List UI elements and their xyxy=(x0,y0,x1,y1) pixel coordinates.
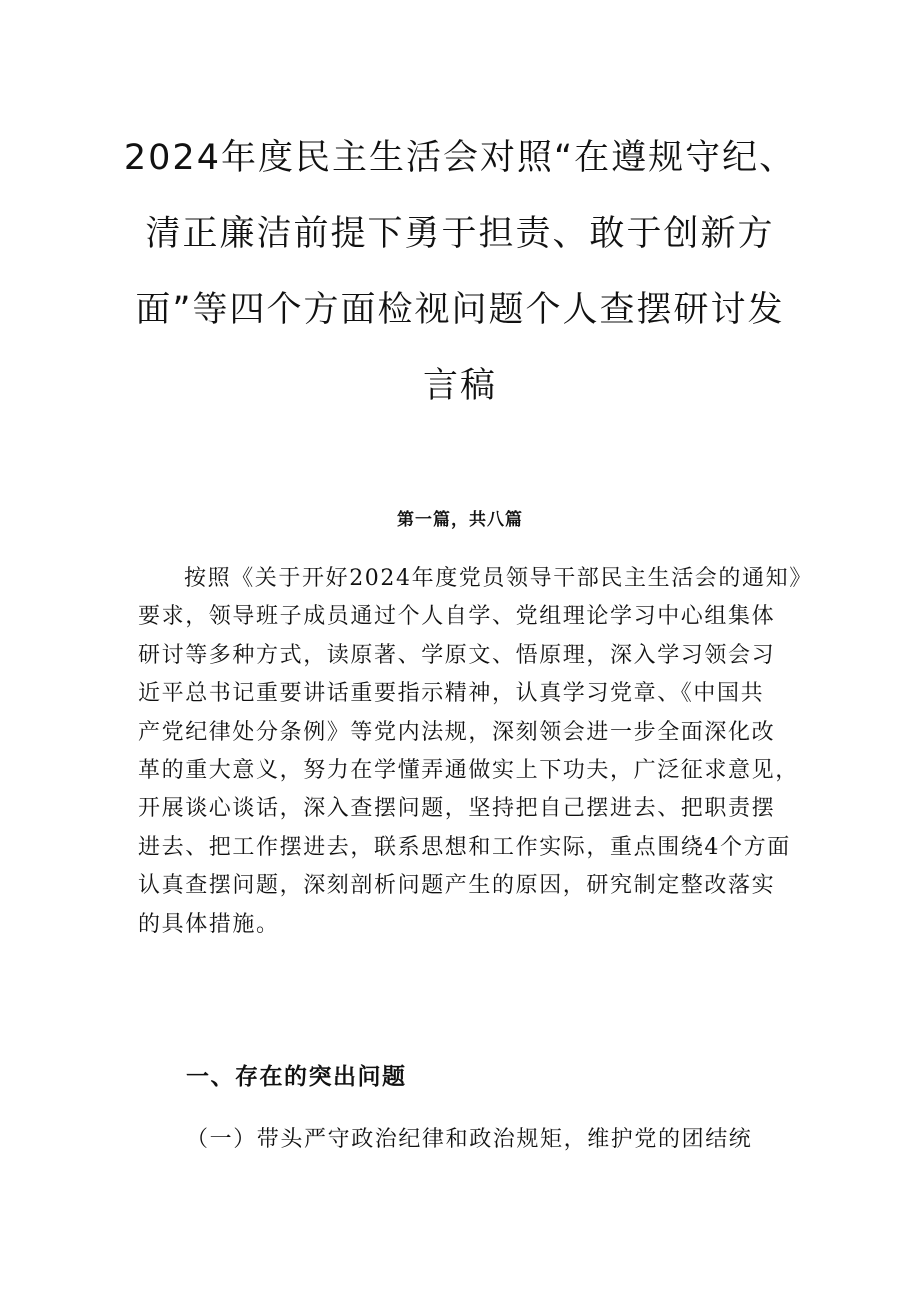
paragraph-line: 开展谈心谈话，深入查摆问题，坚持把自己摆进去、把职责摆 xyxy=(138,796,776,822)
paragraph-line: 的具体措施。 xyxy=(138,911,280,937)
section-heading: 一、存在的突出问题 xyxy=(186,1063,407,1090)
paragraph-line: 近平总书记重要讲话重要指示精神，认真学习党章、《中国共 xyxy=(138,681,765,707)
paragraph-line: 认真查摆问题，深刻剖析问题产生的原因，研究制定整改落实 xyxy=(138,873,776,899)
title-line: 清正廉洁前提下勇于担责、敢于创新方 xyxy=(145,214,775,254)
paragraph-line: 要求，领导班子成员通过个人自学、党组理论学习中心组集体 xyxy=(138,604,776,630)
paragraph-line: 按照《关于开好2024年度党员领导干部民主生活会的通知》 xyxy=(184,566,813,591)
paragraph-line: 进去、把工作摆进去，联系思想和工作实际，重点围绕4个方面 xyxy=(138,834,791,860)
title-line: 言稿 xyxy=(422,366,497,406)
paragraph-line: 研讨等多种方式，读原著、学原文、悟原理，深入学习领会习 xyxy=(138,642,776,668)
title-line: 面”等四个方面检视问题个人查摆研讨发 xyxy=(135,290,785,330)
sub-heading: （一）带头严守政治纪律和政治规矩，维护党的团结统 xyxy=(186,1127,753,1152)
document-title xyxy=(120,120,800,424)
paragraph-line: 革的重大意义，努力在学懂弄通做实上下功夫，广泛征求意见， xyxy=(138,758,799,784)
body-paragraph xyxy=(138,560,813,944)
paragraph-line: 产党纪律处分条例》等党内法规，深刻领会进一步全面深化改 xyxy=(138,719,776,745)
document-subtitle: 第一篇，共八篇 xyxy=(397,510,523,530)
title-line: 2024年度民主生活会对照“在遵规守纪、 xyxy=(123,138,797,178)
